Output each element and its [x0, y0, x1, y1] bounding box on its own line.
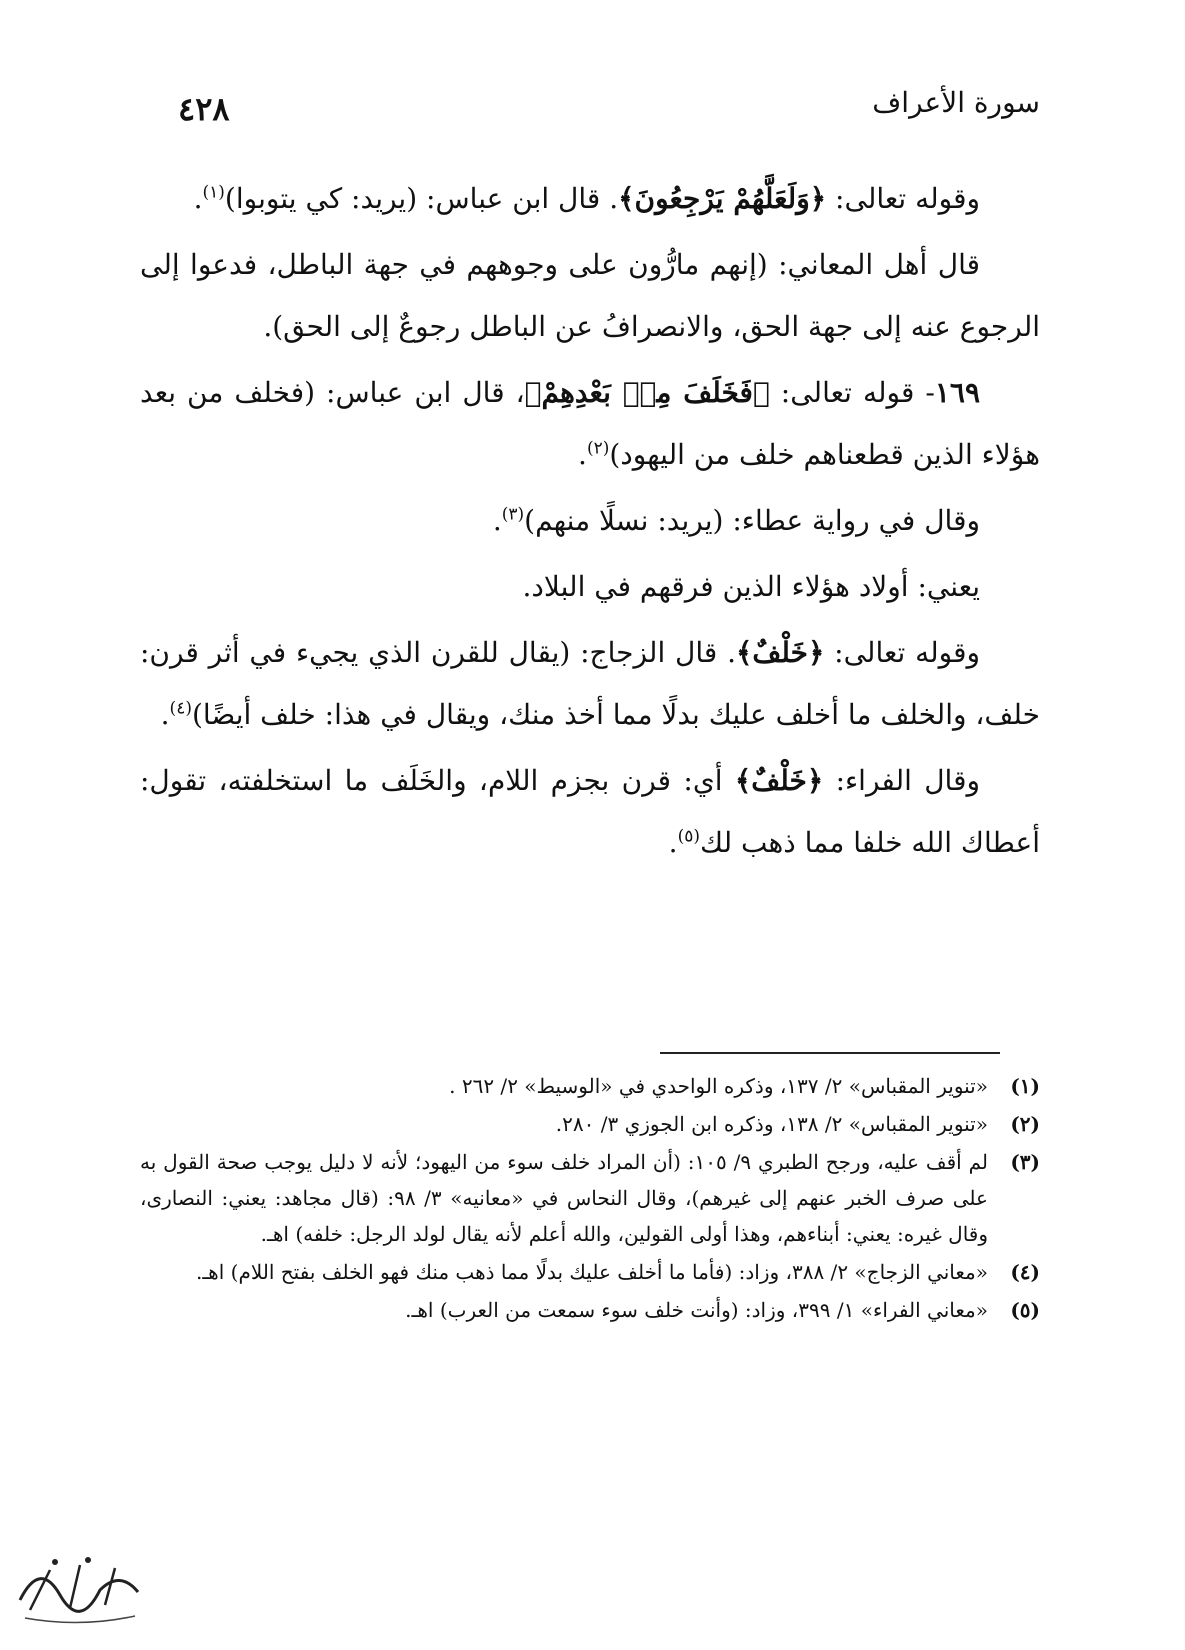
paragraph-2: قال أهل المعاني: (إنهم مارُّون على وجوههم في جهة الباطل، فدعوا إلى الرجوع عنه إلى جهة الحق، والانصرافُ عن الباطل رجوعٌ إلى الحق).	[140, 248, 1040, 343]
paragraph-3: ١٦٩- قوله تعالى: ﴿فَخَلَفَ مِنۢ بَعْدِهِمْ﴾، قال ابن عباس: (فخلف من بعد هؤلاء الذين قطعناهم خلف من اليهود)$^{(٢)}$.	[140, 376, 1040, 471]
library-logo-icon	[10, 1540, 150, 1630]
footnote-mark: (٣)	[1010, 1150, 1040, 1174]
footnote-item	[140, 1254, 1040, 1290]
footnotes	[140, 1068, 1040, 1330]
paragraph-6: وقوله تعالى: ﴿خَلْفٌ﴾. قال الزجاج: (يقال للقرن الذي يجيء في أثر قرن: خلف، والخلف ما أخلف عليك بدلًا مما أخذ منك، ويقال في هذا: خلف أيضًا)$^{(٤)}$.	[140, 636, 1040, 731]
quran-verse: ﴿خَلْفٌ﴾	[734, 764, 824, 797]
paragraph-1: وقوله تعالى: ﴿وَلَعَلَّهُمْ يَرْجِعُونَ﴾. قال ابن عباس: (يريد: كي يتوبوا)$^{(١)}$.	[193, 182, 980, 215]
footnote-ref-1[interactable]: (١)	[202, 182, 225, 203]
footnote-text: «تنوير المقباس» ٢/ ١٣٨، وذكره ابن الجوزي ٣/ ٢٨٠.	[555, 1112, 988, 1136]
footnote-ref-5[interactable]: (٥)	[677, 826, 700, 847]
footnote-item	[140, 1144, 1040, 1252]
footnote-ref-3[interactable]: (٣)	[501, 504, 525, 525]
footnote-text: لم أقف عليه، ورجح الطبري ٩/ ١٠٥: (أن المراد خلف سوء من اليهود؛ لأنه لا دليل يوجب صحة القول به على صرف الخبر عنهم إلى غيرهم)، وقال النحاس في «معانيه» ٣/ ٩٨: (قال مجاهد: يعني: النصارى، وقال غيره: يعني: أبناءهم، وهذا أولى القولين، والله أعلم لأنه يقال لولد الرجل: خلفه) اهـ.	[140, 1150, 988, 1246]
quran-verse: ﴿وَلَعَلَّهُمْ يَرْجِعُونَ﴾	[618, 182, 827, 215]
quran-verse: ﴿فَخَلَفَ مِنۢ بَعْدِهِمْ﴾	[524, 376, 770, 409]
footnote-ref-2[interactable]: (٢)	[586, 438, 610, 459]
footnote-divider	[660, 1052, 1000, 1054]
paragraph-7: وقال الفراء: ﴿خَلْفٌ﴾ أي: قرن بجزم اللام، والخَلَف ما استخلفته، تقول: أعطاك الله خلفا مما ذهب لك$^{(٥)}$.	[140, 764, 1040, 859]
page-header	[178, 86, 1040, 136]
quran-verse: ﴿خَلْفٌ﴾	[735, 636, 825, 669]
footnote-mark: (٥)	[1010, 1298, 1040, 1322]
footnote-text: «معاني الزجاج» ٢/ ٣٨٨، وزاد: (فأما ما أخلف عليك بدلًا مما ذهب منك فهو الخلف بفتح اللام) اهـ.	[195, 1260, 988, 1284]
footnote-item	[140, 1106, 1040, 1142]
paragraph-4: وقال في رواية عطاء: (يريد: نسلًا منهم)$^{(٣)}$.	[492, 504, 980, 537]
verse-number: ١٦٩	[934, 376, 980, 409]
footnote-item	[140, 1292, 1040, 1328]
paragraph-5: يعني: أولاد هؤلاء الذين فرقهم في البلاد.	[522, 570, 980, 603]
footnote-mark: (٤)	[1010, 1260, 1040, 1284]
footnote-text: «معاني الفراء» ١/ ٣٩٩، وزاد: (وأنت خلف سوء سمعت من العرب) اهـ.	[405, 1298, 988, 1322]
footnote-mark: (٢)	[1010, 1112, 1040, 1136]
footnote-mark: (١)	[1010, 1074, 1040, 1098]
footnote-item	[140, 1068, 1040, 1104]
page-number: ٤٢٨	[178, 90, 230, 128]
footnote-text: «تنوير المقباس» ٢/ ١٣٧، وذكره الواحدي في «الوسيط» ٢/ ٢٦٢ .	[449, 1074, 988, 1098]
footnote-ref-4[interactable]: (٤)	[169, 698, 192, 719]
main-text	[140, 168, 1040, 878]
surah-title: سورة الأعراف	[872, 86, 1040, 119]
